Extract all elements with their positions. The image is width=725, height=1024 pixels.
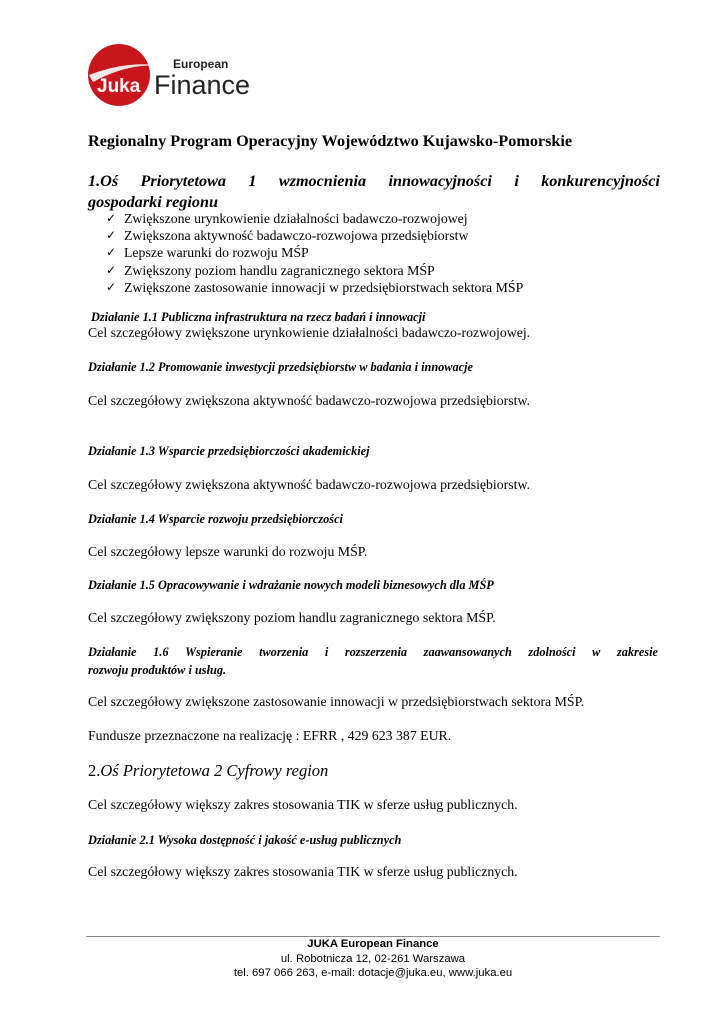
goal-text: Zwiększony poziom handlu zagranicznego sektora MŚP <box>124 262 435 278</box>
action-1-4-goal: Cel szczegółowy lepsze warunki do rozwoju MŚP. <box>88 544 368 559</box>
action-1-4-title: Działanie 1.4 Wsparcie rozwoju przedsiębiorczości <box>88 512 343 526</box>
list-item <box>106 279 523 296</box>
action-1-2-goal: Cel szczegółowy zwiększona aktywność badawczo-rozwojowa przedsiębiorstw. <box>88 393 530 408</box>
list-item <box>106 262 523 279</box>
axis2-title-text: Oś Priorytetowa 2 Cyfrowy region <box>100 761 329 780</box>
check-icon: ✓ <box>106 262 117 277</box>
axis1-word: konkurencyjności <box>541 172 660 190</box>
action-1-5-title: Działanie 1.5 Opracowywanie i wdrażanie nowych modeli biznesowych dla MŚP <box>88 578 494 592</box>
goal-text: Zwiększone urynkowienie działalności badawczo-rozwojowej <box>124 211 468 226</box>
action16-word: Wspieranie <box>185 645 243 659</box>
action16-word: w <box>592 645 601 659</box>
logo-tagline-top: European <box>173 57 229 71</box>
goal-text: Zwiększone zastosowanie innowacji w przedsiębiorstwach sektora MŚP <box>124 279 524 295</box>
action16-word: zakresie <box>616 645 658 659</box>
footer-address: ul. Robotnicza 12, 02-261 Warszawa <box>280 953 466 965</box>
check-icon: ✓ <box>106 211 117 225</box>
action-2-1-title: Działanie 2.1 Wysoka dostępność i jakość e-usług publicznych <box>88 833 402 847</box>
action-1-2-title: Działanie 1.2 Promowanie inwestycji przedsiębiorstw w badania i innowacje <box>88 360 473 374</box>
goal-text: Lepsze warunki do rozwoju MŚP <box>124 245 309 261</box>
axis2-number: 2. <box>88 761 101 780</box>
axis1-title-line2: gospodarki regionu <box>88 193 218 211</box>
action16-word: zdolności <box>528 645 576 659</box>
list-item <box>106 210 523 227</box>
axis1-goals-list <box>106 210 523 296</box>
action16-word: tworzenia <box>259 645 309 659</box>
axis1-word: wzmocnienia <box>278 172 367 190</box>
axis1-word: Priorytetowa <box>140 172 226 190</box>
goal-text: Zwiększona aktywność badawczo-rozwojowa przedsiębiorstw <box>124 228 469 244</box>
logo-brand: Juka <box>97 76 141 97</box>
axis2-goal: Cel szczegółowy większy zakres stosowania TIK w sferze usług publicznych. <box>88 797 518 812</box>
axis1-word: 1 <box>248 172 257 190</box>
check-icon: ✓ <box>106 279 117 294</box>
action-1-1-title: Działanie 1.1 Publiczna infrastruktura na rzecz badań i innowacji <box>91 310 426 324</box>
axis1-title <box>88 171 660 213</box>
action16-word: rozszerzenia <box>344 645 408 659</box>
action16-word: zaawansowanych <box>423 645 512 659</box>
footer-company: JUKA European Finance <box>307 938 439 950</box>
axis1-word: i <box>514 172 519 190</box>
check-icon: ✓ <box>106 245 117 260</box>
check-icon: ✓ <box>106 228 117 243</box>
axis2-title <box>88 761 328 781</box>
list-item <box>106 227 523 244</box>
action16-word: i <box>324 645 329 659</box>
footer-divider <box>86 936 660 937</box>
footer-contact: tel. 697 066 263, e-mail: dotacje@juka.eu, www.juka.eu <box>233 967 513 979</box>
action-1-6-title-line2: rozwoju produktów i usług. <box>88 663 227 677</box>
action-1-6-title-line1 <box>88 643 658 661</box>
action-1-3-goal: Cel szczegółowy zwiększona aktywność badawczo-rozwojowa przedsiębiorstw. <box>88 477 530 492</box>
action-1-1-goal: Cel szczegółowy zwiększone urynkowienie działalności badawczo-rozwojowej. <box>88 325 531 340</box>
action16-word: Działanie <box>88 645 137 659</box>
action-1-3-title: Działanie 1.3 Wsparcie przedsiębiorczości akademickiej <box>88 444 370 458</box>
program-title: Regionalny Program Operacyjny Województwo Kujawsko-Pomorskie <box>88 132 573 150</box>
action-1-6-title <box>88 643 658 679</box>
axis1-title-line1 <box>88 171 660 192</box>
action-1-5-goal: Cel szczegółowy zwiększony poziom handlu zagranicznego sektora MŚP. <box>88 610 496 625</box>
axis1-word: 1.Oś <box>88 172 119 190</box>
funds-text: Fundusze przeznaczone na realizację : EFRR , 429 623 387 EUR. <box>88 728 452 743</box>
list-item <box>106 244 523 261</box>
action-1-6-goal: Cel szczegółowy zwiększone zastosowanie innowacji w przedsiębiorstwach sektora MŚP. <box>88 694 585 709</box>
axis1-word: innowacyjności <box>388 172 492 190</box>
action16-word: 1.6 <box>153 645 169 659</box>
action-2-1-goal: Cel szczegółowy większy zakres stosowania TIK w sferze usług publicznych. <box>88 864 518 879</box>
logo-tagline-main: Finance <box>154 70 251 100</box>
juka-logo <box>87 42 252 112</box>
